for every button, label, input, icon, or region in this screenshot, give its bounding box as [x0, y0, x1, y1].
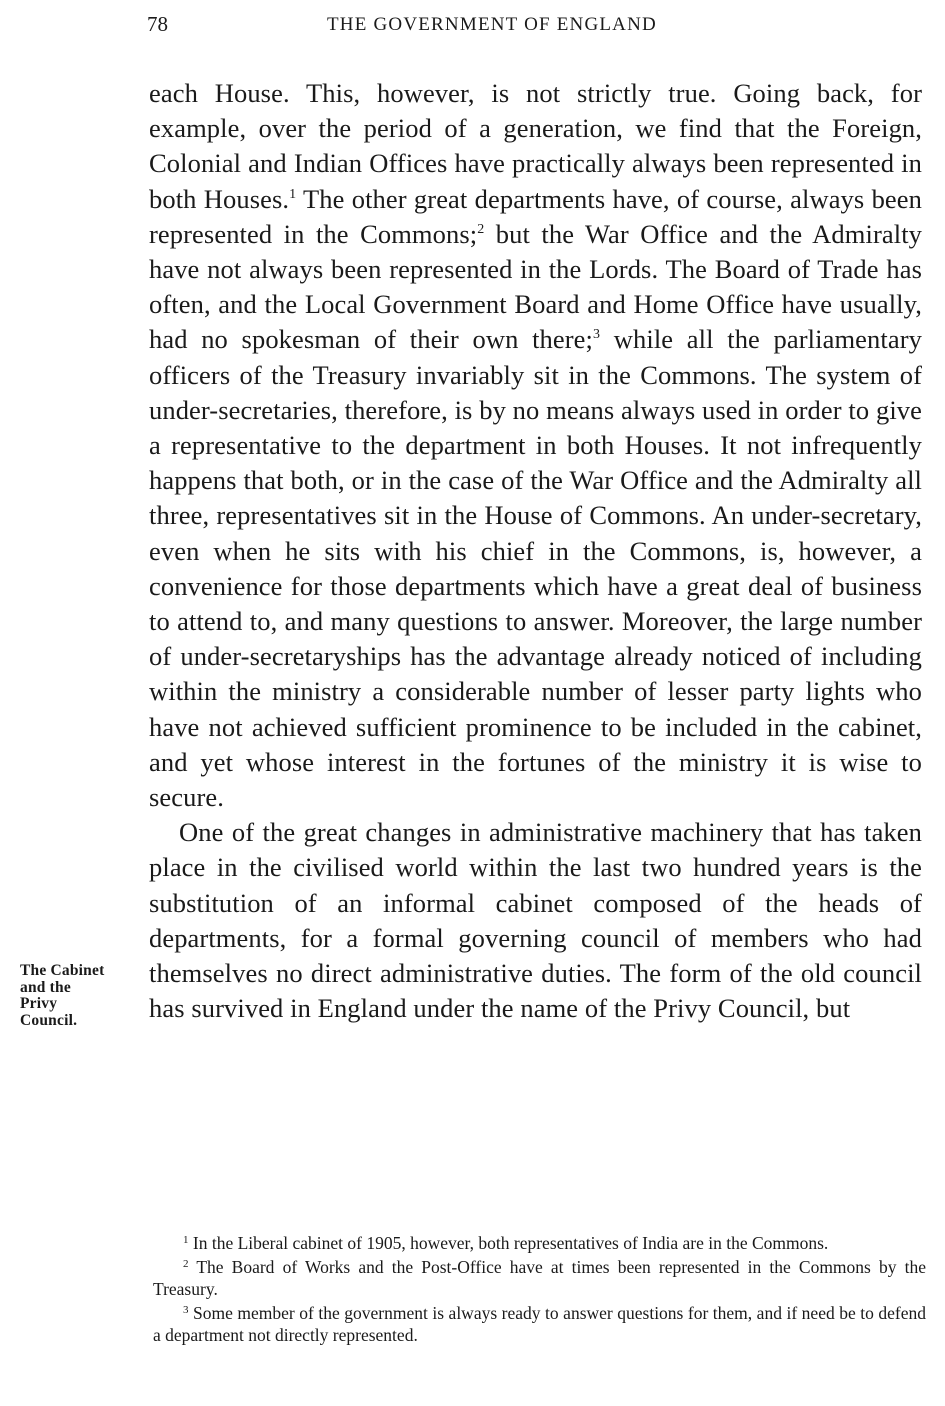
main-text	[149, 76, 922, 1026]
footnote-ref: 2	[477, 221, 485, 237]
footnotes	[153, 1232, 926, 1348]
footnote-mark: 2	[183, 1258, 189, 1270]
footnote-mark: 1	[183, 1234, 189, 1246]
paragraph: each House. This, however, is not strictly true. Going back, for example, over the period of a generation, we find that the Foreign, Colonial and Indian Offices have practically always been represented in both Houses.$^1$ The other great departments have, of course, always been represented in the Commons;$^2$ but the War Office and the Admiralty have not always been represented in the Lords. The Board of Trade has often, and the Local Government Board and Home Office have usually, had no spokesman of their own there;$^3$ while all the parliamentary officers of the Treasury invariably sit in the Commons. The system of under-secretaries, therefore, is by no means always used in order to give a representative to the department in both Houses. It not infrequently happens that both, or in the case of the War Office and the Admiralty all three, representatives sit in the House of Commons. An under-secretary, even when he sits with his chief in the Commons, is, however, a convenience for those departments which have a great deal of business to attend to, and many questions to answer. Moreover, the large number of under-secretaryships has the advantage already noticed of including within the ministry a considerable number of lesser party lights who have not achieved sufficient prominence to be included in the cabinet, and yet whose interest in the fortunes of the ministry it is wise to secure.	[149, 78, 923, 813]
footnote-ref: 1	[289, 186, 297, 202]
footnote: $^1$ In the Liberal cabinet of 1905, however, both representatives of India are in the Commons.	[183, 1233, 829, 1253]
page-header	[147, 10, 925, 44]
footnote-mark: 3	[183, 1304, 189, 1316]
footnote: $^3$ Some member of the government is always ready to answer questions for them, and if need be to defend a department not directly represented.	[153, 1303, 927, 1345]
page-number: 78	[147, 12, 168, 36]
margin-note: The Cabinet and the Privy Council.	[20, 962, 105, 1029]
footnote-ref: 3	[593, 327, 601, 343]
footnote: $^2$ The Board of Works and the Post-Office have at times been represented in the Commons by the Treasury.	[153, 1257, 926, 1299]
paragraph: One of the great changes in administrative machinery that has taken place in the civilised world within the last two hundred years is the substitution of an informal cabinet composed of the heads of departments, for a formal governing council of members who had themselves no direct administrative duties. The form of the old council has survived in England under the name of the Privy Council, but	[149, 817, 922, 1024]
running-head: THE GOVERNMENT OF ENGLAND	[327, 14, 657, 35]
